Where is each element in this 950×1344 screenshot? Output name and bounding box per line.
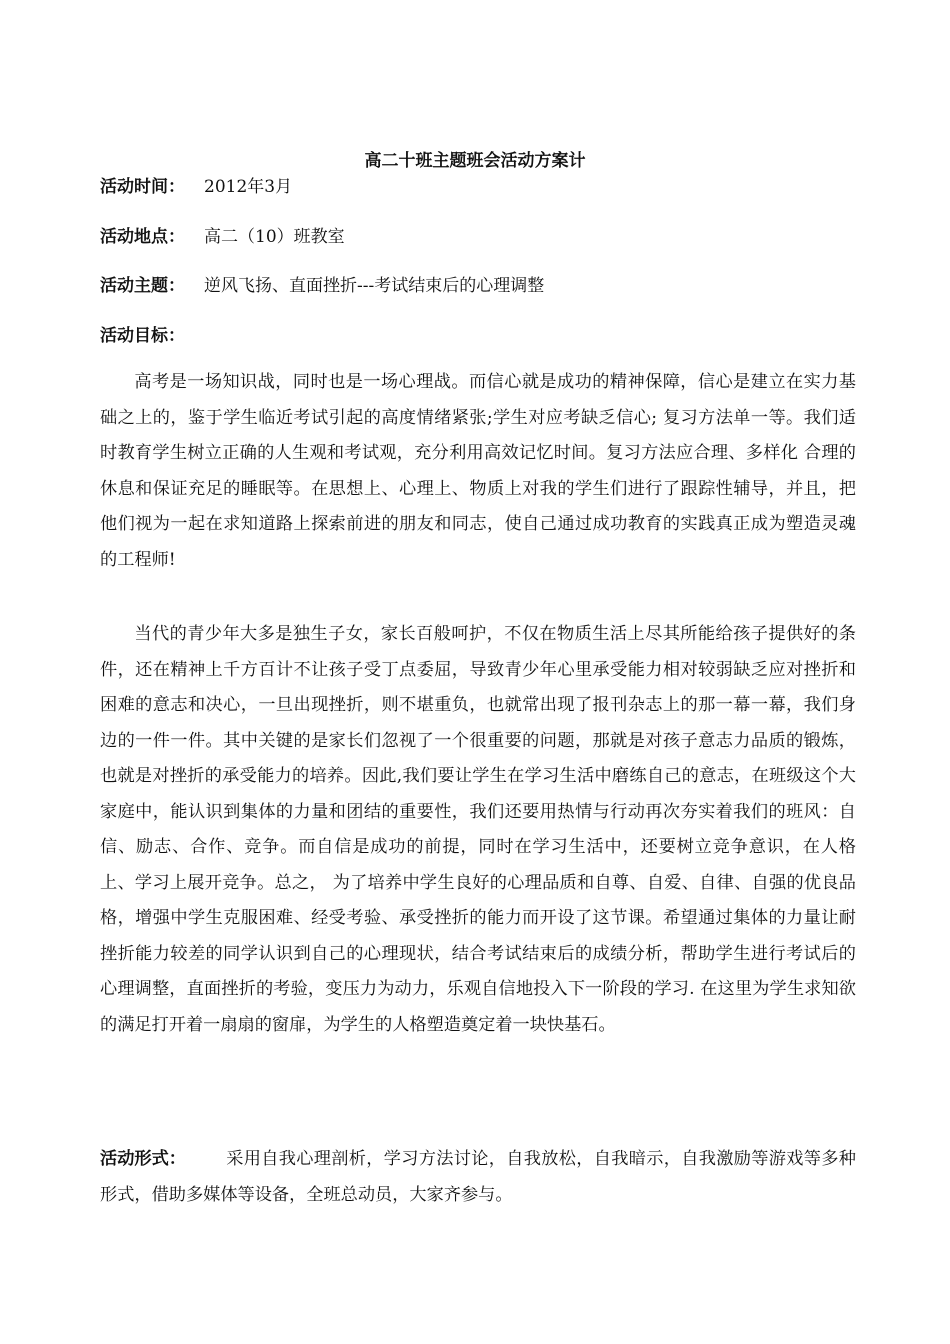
goal-paragraph-1: 高考是一场知识战，同时也是一场心理战。而信心就是成功的精神保障，信心是建立在实力基础之上的，鉴于学生临近考试引起的高度情绪紧张;学生对应考缺乏信心; 复习方法单一等。我们适时教育学生树立正确的人生观和考试观，充分利用高效记忆时间。复习方法应合理、多样化 合理的休息和保证充足的睡眠等。在思想上、心理上、物质上对我的学生们进行了跟踪性辅导，并且，把他们视为一起在求知道路上探索前进的朋友和同志，使自己通过成功教育的实践真正成为塑造灵魂的工程师! xyxy=(100,372,856,570)
activity-place-label: 活动地点： xyxy=(100,227,185,247)
goal-paragraph-2: 当代的青少年大多是独生子女，家长百般呵护，不仅在物质生活上尽其所能给孩子提供好的条件，还在精神上千方百计不让孩子受丁点委屈，导致青少年心里承受能力相对较弱缺乏应对挫折和困难的意志和决心，一旦出现挫折，则不堪重负，也就常出现了报刊杂志上的那一幕一幕，我们身边的一件一件。其中关键的是家长们忽视了一个很重要的问题，那就是对孩子意志力品质的锻炼，也就是对挫折的承受能力的培养。因此,我们要让学生在学习生活中磨练自己的意志，在班级这个大家庭中，能认识到集体的力量和团结的重要性，我们还要用热情与行动再次夯实着我们的班风：自信、励志、合作、竞争。而自信是成功的前提，同时在学习生活中，还要树立竞争意识，在人格上、学习上展开竞争。总之， 为了培养中学生良好的心理品质和自尊、自爱、自律、自强的优良品格，增强中学生克服困难、经受考验、承受挫折的能力而开设了这节课。希望通过集体的力量让耐挫折能力较差的同学认识到自己的心理现状，结合考试结束后的成绩分析，帮助学生进行考试后的心理调整，直面挫折的考验，变压力为动力，乐观自信地投入下一阶段的学习. 在这里为学生求知欲的满足打开着一扇扇的窗扉，为学生的人格塑造奠定着一块快基石。 xyxy=(100,624,856,1035)
activity-place-row xyxy=(100,224,860,250)
activity-theme-label: 活动主题： xyxy=(100,276,185,296)
activity-form-paragraph xyxy=(100,1142,856,1213)
activity-time-row xyxy=(100,174,860,200)
activity-form-label: 活动形式： xyxy=(100,1149,186,1169)
activity-theme-value: 逆风飞扬、直面挫折---考试结束后的心理调整 xyxy=(204,276,545,296)
activity-goal-row xyxy=(100,323,860,349)
activity-time-value: 2012年3月 xyxy=(204,177,293,197)
activity-place-value: 高二（10）班教室 xyxy=(204,227,345,247)
activity-goal-label: 活动目标： xyxy=(100,326,185,346)
activity-form-value: 采用自我心理剖析，学习方法讨论，自我放松，自我暗示，自我激励等游戏等多种形式，借助多媒体等设备，全班总动员，大家齐参与。 xyxy=(100,1149,856,1205)
activity-time-label: 活动时间： xyxy=(100,177,185,197)
activity-theme-row xyxy=(100,273,860,299)
document-title: 高二十班主题班会活动方案计 xyxy=(364,151,586,171)
